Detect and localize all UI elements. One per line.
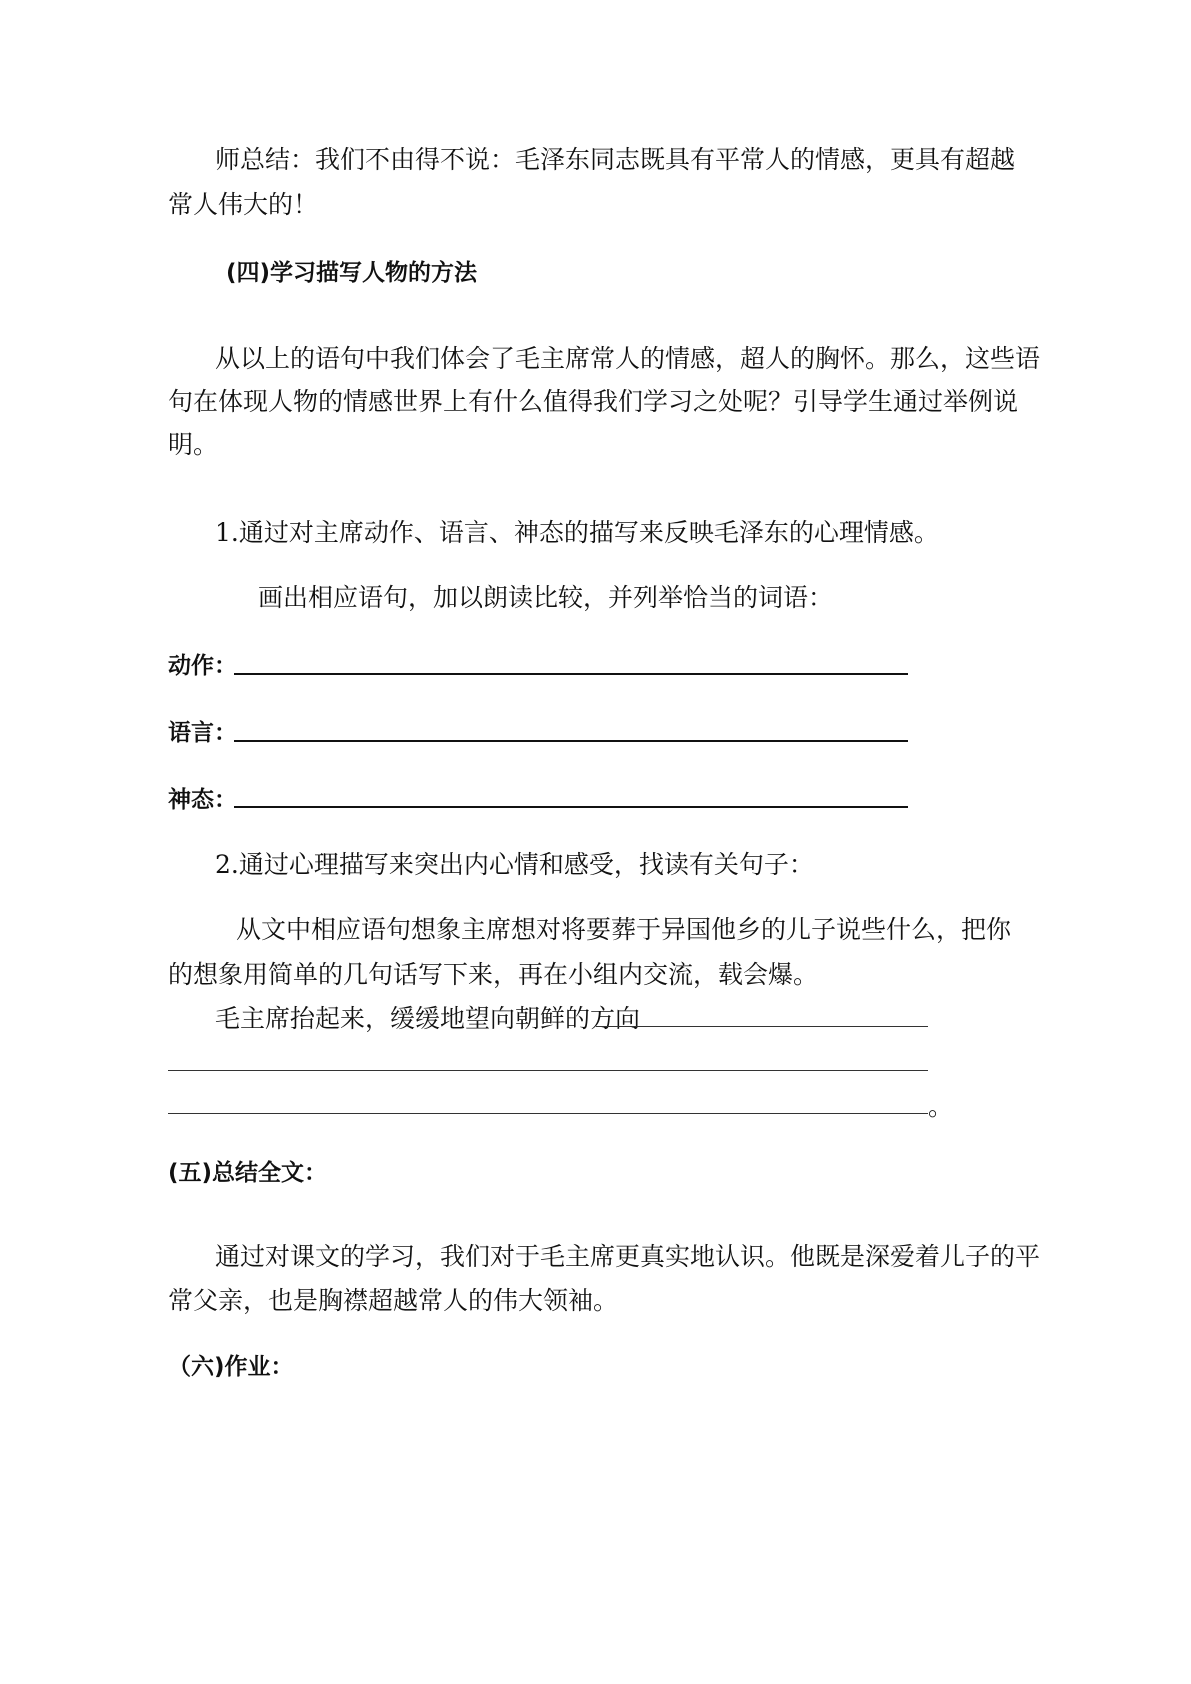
section-5-para-line-2: 常父亲，也是胸襟超越常人的伟大领袖。 [168,1286,619,1315]
section-4-para-line-3: 明。 [168,430,219,459]
summary-line-2: 常人伟大的！ [168,190,319,219]
section-5-heading: (五)总结全文： [168,1160,328,1186]
field-line-action [234,673,908,675]
item-1: 1.通过对主席动作、语言、神态的描写来反映毛泽东的心理情感。 [215,518,939,547]
item-1-instruction: 画出相应语句，加以朗读比较，并列举恰当的词语： [258,583,834,612]
field-label-expression: 神态： [168,787,237,813]
item-2-line-2: 的想象用简单的几句话写下来，再在小组内交流，载会爆。 [168,960,819,989]
item-2-line-1: 从文中相应语句想象主席想对将要葬于异国他乡的儿子说些什么，把你 [236,915,1012,944]
item-2: 2.通过心理描写来突出内心情和感受，找读有关句子： [215,850,814,879]
writing-line-2 [168,1070,928,1071]
field-line-expression [234,806,908,808]
field-line-speech [234,740,908,742]
field-label-action: 动作： [168,653,237,679]
section-4-para-line-1: 从以上的语句中我们体会了毛主席常人的情感，超人的胸怀。那么，这些语 [215,344,1041,373]
summary-line-1: 师总结：我们不由得不说：毛泽东同志既具有平常人的情感，更具有超越 [215,145,1016,174]
section-5-para-line-1: 通过对课文的学习，我们对于毛主席更真实地认识。他既是深爱着儿子的平 [215,1242,1041,1271]
field-label-speech: 语言： [168,720,237,746]
section-4-heading: (四)学习描写人物的方法 [226,260,478,286]
section-6-heading: （六)作业： [168,1354,294,1380]
writing-end-mark: 。 [928,1092,954,1121]
section-4-para-line-2: 句在体现人物的情感世界上有什么值得我们学习之处呢？引导学生通过举例说 [168,387,1019,416]
writing-line-1 [596,1026,928,1027]
writing-line-3 [168,1113,928,1114]
writing-prompt: 毛主席抬起来，缓缓地望向朝鲜的方向 [215,1004,641,1033]
